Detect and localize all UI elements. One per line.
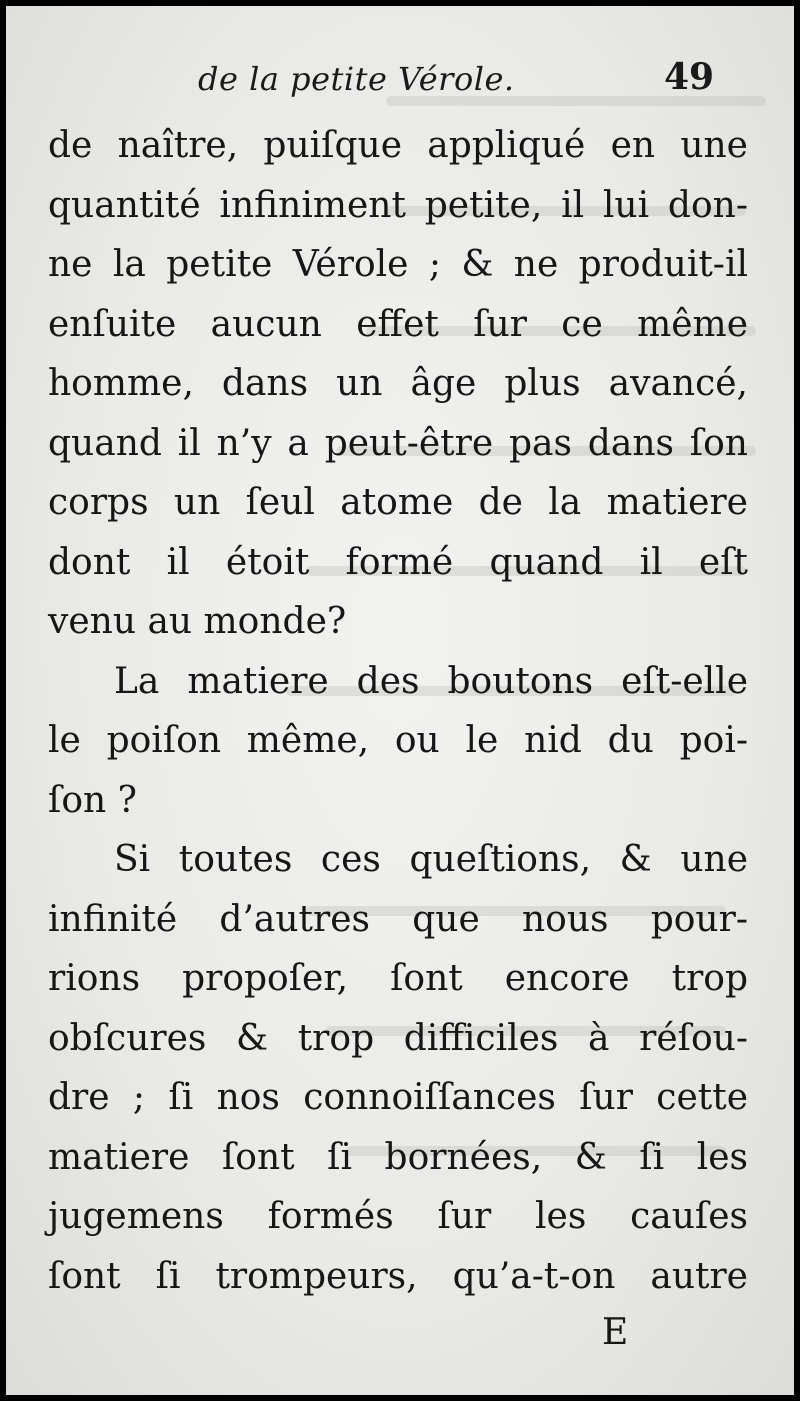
page-number: 49 [664,56,715,98]
text-line: corps un ſeul atome de la matiere [48,482,748,523]
text-line: infinité d’autres que nous pour- [48,898,748,940]
text-line: enſuite aucun effet ſur ce même [48,303,748,345]
catchword: E [602,1312,629,1353]
text-line: rions propoſer, ſont encore trop [48,958,748,999]
text-line: quantité infiniment petite, il lui don- [48,184,748,226]
text-line: homme, dans un âge plus avancé, [48,363,748,404]
text-line: La matiere des boutons eſt-elle [114,660,748,702]
page-header [6,54,794,114]
running-title: de la petite Vérole. [198,60,515,98]
paper-sheet [6,6,794,1395]
text-line: dre ; ſi nos connoiſſances ſur cette [48,1077,748,1118]
text-line: Si toutes ces queſtions, & une [114,839,748,880]
text-line: ne la petite Vérole ; & ne produit-il [48,244,748,285]
text-line: dont il étoit formé quand il eſt [48,541,748,583]
text-line: jugemens formés ſur les cauſes [48,1196,748,1237]
text-line: ſont ſi trompeurs, qu’a-t-on autre [48,1255,748,1297]
body-text [48,116,748,1306]
text-line: venu au monde? [48,601,347,642]
text-line: obſcures & trop difficiles à réſou- [48,1017,748,1059]
text-line: de naître, puiſque appliqué en une [48,125,748,166]
text-line: le poiſon même, ou le nid du poi- [48,720,748,761]
text-line: quand il n’y a peut-être pas dans ſon [48,422,748,464]
text-line: ſon ? [48,779,137,821]
text-line: matiere ſont ſi bornées, & ſi les [48,1136,748,1178]
